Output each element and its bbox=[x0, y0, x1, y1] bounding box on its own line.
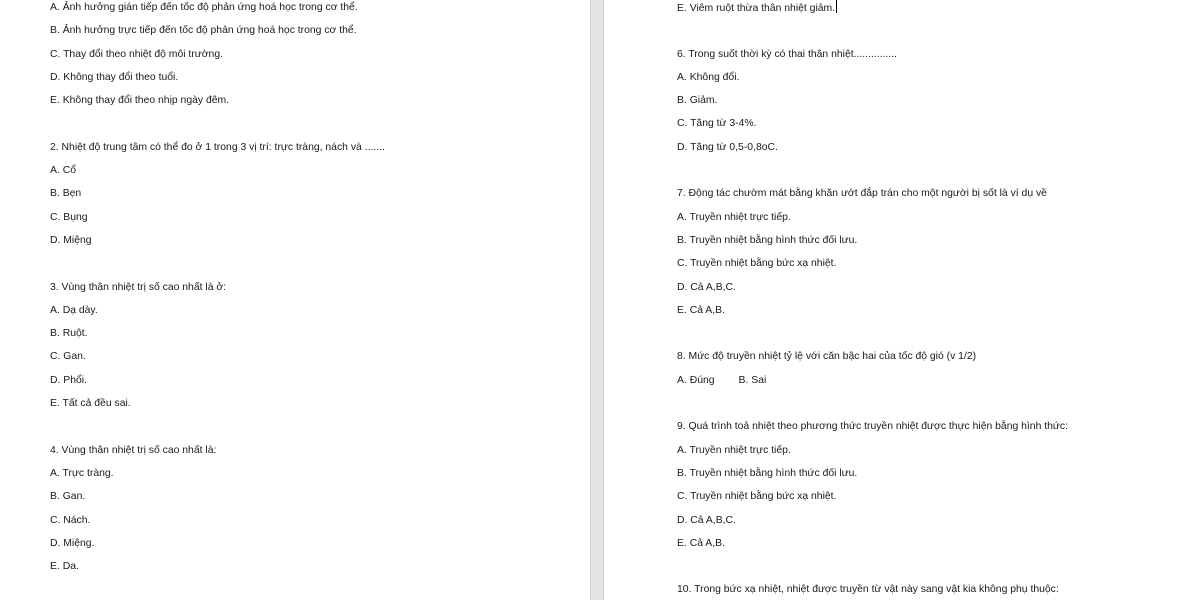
option-label: D. Cả A,B,C. bbox=[677, 281, 736, 293]
question-label: 3. Vùng thân nhiệt trị số cao nhất là ở: bbox=[50, 281, 227, 293]
option-label: B. Truyền nhiệt bằng hình thức đối lưu. bbox=[677, 467, 858, 479]
question-label: 8. Mức độ truyền nhiệt tỷ lệ với căn bậc hai của tốc độ gió (v 1/2) bbox=[677, 351, 977, 363]
text-line[interactable] bbox=[677, 280, 1177, 303]
option-label: C. Gan. bbox=[50, 351, 86, 363]
blank-line bbox=[677, 23, 1177, 46]
text-line[interactable] bbox=[677, 93, 1177, 116]
option-label: D. Miệng bbox=[50, 234, 92, 246]
blank-line bbox=[50, 116, 580, 139]
option-label: D. Tăng từ 0,5-0,8oC. bbox=[677, 141, 778, 153]
text-line[interactable] bbox=[677, 536, 1177, 559]
text-line[interactable] bbox=[677, 210, 1177, 233]
text-line[interactable] bbox=[50, 233, 580, 256]
option-label: E. Da. bbox=[50, 561, 79, 573]
text-line[interactable] bbox=[677, 116, 1177, 139]
blank-line bbox=[50, 419, 580, 442]
option-label: C. Nách. bbox=[50, 514, 91, 526]
text-line[interactable] bbox=[50, 559, 580, 582]
text-line[interactable] bbox=[50, 210, 580, 233]
text-line[interactable] bbox=[677, 0, 1177, 23]
option-label: A. Truyền nhiệt trực tiếp. bbox=[677, 444, 791, 456]
question-text[interactable] bbox=[677, 47, 1177, 70]
option-label: D. Cả A,B,C. bbox=[677, 514, 736, 526]
option-label: E. Tất cả đều sai. bbox=[50, 398, 131, 410]
option-label: E. Viêm ruột thừa thân nhiệt giảm. bbox=[677, 3, 836, 14]
question-text[interactable] bbox=[677, 582, 1177, 600]
question-text[interactable] bbox=[677, 419, 1177, 442]
question-text[interactable] bbox=[50, 280, 580, 303]
option-label: A. Trực tràng. bbox=[50, 467, 114, 479]
text-line[interactable] bbox=[50, 326, 580, 349]
blank-line bbox=[677, 326, 1177, 349]
option-label: B. Truyền nhiệt bằng hình thức đối lưu. bbox=[677, 234, 858, 246]
text-line[interactable] bbox=[677, 140, 1177, 163]
option-label: C. Truyền nhiệt bằng bức xạ nhiệt. bbox=[677, 258, 837, 270]
text-cursor bbox=[836, 0, 837, 13]
option-label: E. Không thay đổi theo nhịp ngày đêm. bbox=[50, 95, 230, 107]
question-text[interactable] bbox=[50, 140, 580, 163]
text-line[interactable] bbox=[677, 489, 1177, 512]
option-label: A. Truyền nhiệt trực tiếp. bbox=[677, 211, 791, 223]
option-label: A. Cổ bbox=[50, 165, 76, 177]
answer-options-line[interactable] bbox=[677, 373, 1177, 396]
text-line[interactable] bbox=[50, 489, 580, 512]
text-line[interactable] bbox=[50, 47, 580, 70]
document-page-right[interactable] bbox=[677, 0, 1177, 600]
question-label: 2. Nhiệt độ trung tâm có thể đo ở 1 trong 3 vị trí: trực tràng, nách và ....... bbox=[50, 141, 385, 153]
text-line[interactable] bbox=[677, 303, 1177, 326]
text-line[interactable] bbox=[50, 186, 580, 209]
text-line[interactable] bbox=[50, 163, 580, 186]
option-a[interactable]: A. Đúng bbox=[677, 374, 715, 386]
text-line[interactable] bbox=[50, 536, 580, 559]
text-line[interactable] bbox=[50, 0, 580, 23]
option-label: C. Bụng bbox=[50, 211, 88, 223]
option-label: A. Dạ dày. bbox=[50, 304, 98, 316]
text-line[interactable] bbox=[50, 23, 580, 46]
option-label: B. Giảm. bbox=[677, 95, 718, 107]
question-text[interactable] bbox=[50, 443, 580, 466]
option-label: D. Miệng. bbox=[50, 537, 95, 549]
text-line[interactable] bbox=[50, 373, 580, 396]
option-label: B. Bẹn bbox=[50, 188, 82, 200]
text-line[interactable] bbox=[677, 70, 1177, 93]
blank-line bbox=[677, 396, 1177, 419]
text-line[interactable] bbox=[677, 513, 1177, 536]
text-line[interactable] bbox=[50, 513, 580, 536]
document-page-left[interactable] bbox=[50, 0, 580, 600]
question-label: 7. Động tác chườm mát bằng khăn ướt đắp trán cho một người bị sốt là ví dụ về bbox=[677, 188, 1047, 200]
blank-line bbox=[50, 256, 580, 279]
option-label: C. Truyền nhiệt bằng bức xạ nhiệt. bbox=[677, 491, 837, 503]
blank-line bbox=[677, 559, 1177, 582]
option-label: B. Ảnh hưởng trực tiếp đến tốc độ phản ứng hoá học trong cơ thể. bbox=[50, 25, 357, 37]
text-line[interactable] bbox=[50, 70, 580, 93]
option-label: D. Không thay đổi theo tuổi. bbox=[50, 71, 179, 83]
text-line[interactable] bbox=[677, 256, 1177, 279]
option-label: B. Gan. bbox=[50, 491, 86, 503]
option-label: E. Cả A,B. bbox=[677, 304, 725, 316]
question-label: 10. Trong bức xạ nhiệt, nhiệt được truyền từ vật này sang vật kia không phụ thuộc: bbox=[677, 584, 1059, 596]
option-label: D. Phổi. bbox=[50, 374, 87, 386]
text-line[interactable] bbox=[50, 303, 580, 326]
text-line[interactable] bbox=[50, 93, 580, 116]
option-label: E. Cả A,B. bbox=[677, 537, 725, 549]
text-line[interactable] bbox=[677, 233, 1177, 256]
option-label: C. Tăng từ 3-4%. bbox=[677, 118, 757, 130]
option-label: C. Thay đổi theo nhiệt độ môi trường. bbox=[50, 48, 223, 60]
text-line[interactable] bbox=[50, 466, 580, 489]
question-text[interactable] bbox=[677, 186, 1177, 209]
option-label: A. Ảnh hưởng gián tiếp đến tốc độ phản ứng hoá học trong cơ thể. bbox=[50, 2, 358, 13]
option-b[interactable]: B. Sai bbox=[738, 374, 767, 386]
option-label: A. Không đổi. bbox=[677, 71, 740, 83]
text-line[interactable] bbox=[677, 466, 1177, 489]
question-label: 6. Trong suốt thời kỳ có thai thân nhiệt............... bbox=[677, 48, 897, 60]
question-label: 4. Vùng thân nhiệt trị số cao nhất là: bbox=[50, 444, 217, 456]
page-gutter bbox=[590, 0, 604, 600]
option-label: B. Ruột. bbox=[50, 328, 88, 340]
blank-line bbox=[677, 163, 1177, 186]
question-label: 9. Quá trình toả nhiệt theo phương thức truyền nhiệt được thực hiện bằng hình thức: bbox=[677, 421, 1068, 433]
text-line[interactable] bbox=[50, 396, 580, 419]
text-line[interactable] bbox=[50, 349, 580, 372]
question-text[interactable] bbox=[677, 349, 1177, 372]
text-line[interactable] bbox=[677, 443, 1177, 466]
